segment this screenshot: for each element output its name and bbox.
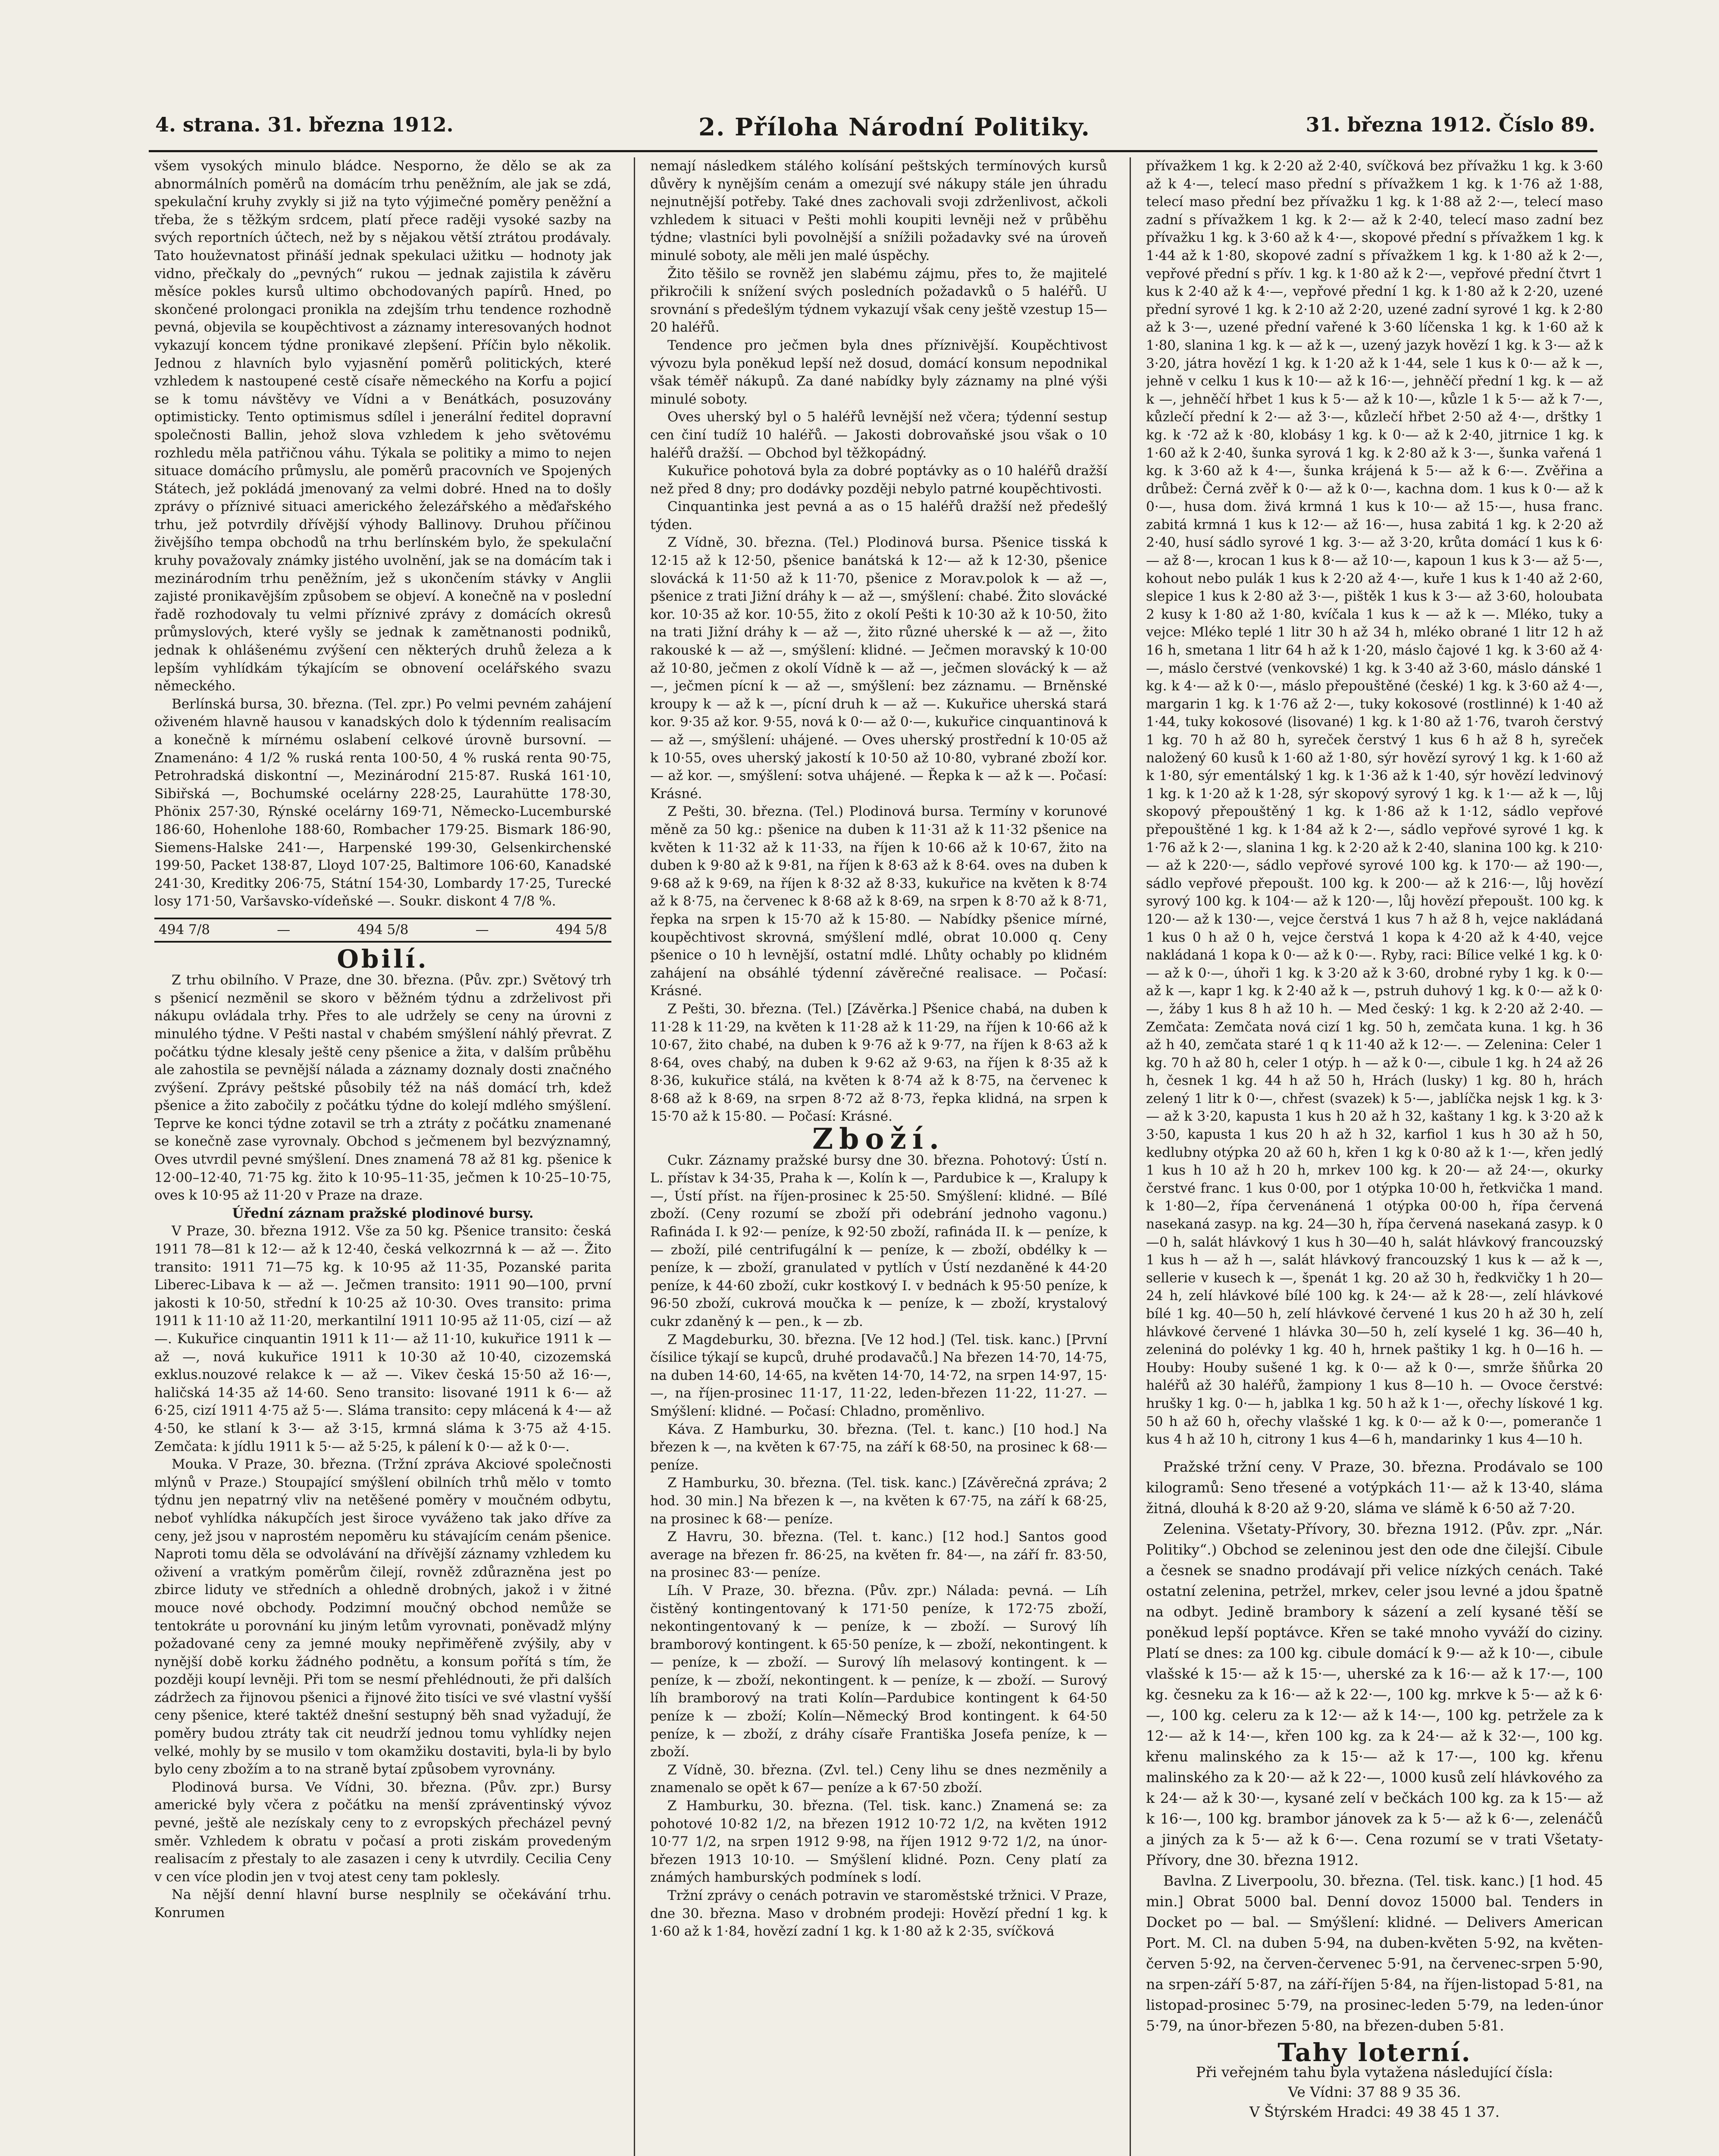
section-heading-goods: Zboží. xyxy=(812,1122,945,1156)
coffee-hamburg-report: Káva. Z Hamburku, 30. března. (Tel. t. kanc.) [10 hod.] Na březen k —, na květen k 67·75, na září k 68·50, na prosinec k 68·— peníze. xyxy=(650,1421,1107,1473)
cinquantin-report: Cinquantinka jest pevná a as o 15 haléřů dražší než předešlý týden. xyxy=(650,499,1107,533)
spirits-vienna-report: Z Vídně, 30. března. (Zvl. tel.) Ceny lihu se dnes nezměnily a znamenalo se opět k 67— peníze a k 67·50 zboží. xyxy=(650,1762,1107,1796)
flour-report: Mouka. V Praze, 30. března. (Tržní zpráva Akciové společnosti mlýnů v Praze.) Stoupající smýšlení obilních trhů mělo v tomto týdnu jen nepatrný vliv na netěšené poměry v moučném odbytu, neboť vyhlídka nákupčích jest široce vyváženo tak jako dříve za ceny, jež jsou v naprostém nepoměru ku stávajícím cenám pšenice. Naproti tomu děla se odvolávání na dřívější záznamy vzhledem ku oživení a vratkým poměrům čilejí, rovněž zdůrazněna jest po zbirce liduty ve středních a ohledně drobných, jakož i v žitné mouce nové obchody. Podzimní moučný obchod nemůže se tentokráte u porovnání ku jiným letům vyrovnati, poněvadž mlýny požadované ceny za jemné mouky nepřiměřeně zvýšily, aby v nynější době korku žádného podnětu, a konsum pořítá s tím, že později koupí levněji. Při tom se nesmí přehlédnouti, že při dalších zádržech za řijnovou pšenici a řijnové žito tisíci ve své vlastní vyšší ceny pšenice, které taktéž dnešní sestupný běh snad vyžadují, že poměry budou ztráty tak cit neudrží jednou tomu vyhlídky nejen velké, mohly by se musilo v tom okamžiku dostaviti, byla-li by bylo bylo ceny zbožím a to na straně bytaí způsobem vyrovnány. xyxy=(154,1457,611,1777)
berlin-bourse-report: Berlínská bursa, 30. března. (Tel. zpr.) Po velmi pevném zahájení oživeném hlavně hausou v kanadských dolo k týdenním realisacím a konečně k mírnému oslabení celkové úrovně bursovní. — Znamenáno: 4 1/2 % ruská renta 100·50, 4 % ruská renta 90·75, Petrohradská diskontní —, Mezinárodní 215·87. Ruská 161·10, Sibiřská —, Bochumské ocelárny 228·25, Laurahütte 178·30, Phönix 257·30, Rýnské ocelárny 169·71, Německo-Lucemburské 186·60, Hohenlohe 188·60, Rombacher 179·25. Bismark 186·90, Siemens-Halske 241·—, Harpenské 199·30, Gelsenkirchenské 199·50, Packet 138·87, Lloyd 107·25, Baltimore 106·60, Kanadské 241·30, Kreditky 206·75, Státní 154·30, Lombardy 17·25, Turecké losy 171·50, Varšavsko-vídeňské —. Soukr. diskont 4 7/8 %. xyxy=(154,696,611,909)
lottery-title: Tahy loterní. xyxy=(1278,2037,1472,2067)
coffee-hamburg-closing: Z Hamburku, 30. března. (Tel. tisk. kanc.) [Závěrečná zpráva; 2 hod. 30 min.] Na březen k —, na květen k 67·75, na září k 68·25, na prosinec k 68·— peníze. xyxy=(650,1475,1107,1527)
header-page-date: 4. strana. 31. března 1912. xyxy=(155,113,454,136)
rate-dash: — xyxy=(475,921,489,937)
lottery-styrsky: V Štýrském Hradci: 49 38 45 1 37. xyxy=(1249,2103,1500,2120)
prague-market-prices: Pražské tržní ceny. V Praze, 30. března. Prodávalo se 100 kilogramů: Seno třesené a votýpkách 11·— až k 13·40, sláma žitná, dlouhá k 8·20 až 9·20, sláma ve slámě k 6·50 až 7·20. xyxy=(1146,1458,1603,1517)
magdeburg-report: Z Magdeburku, 30. března. [Ve 12 hod.] (Tel. tisk. kanc.) [První čísilice týkají se kupců, druhé prodavačů.] Na březen 14·70, 14·75, na duben 14·60, 14·65, na květen 14·70, 14·72, na srpen 14·97, 15·—, na říjen-prosinec 11·17, 11·22, leden-březen 11·22, 11·27. — Smýšlení: klidné. — Počasí: Chladno, proměnlivo. xyxy=(650,1332,1107,1419)
grain-market-report: Z trhu obilního. V Praze, dne 30. března. (Pův. zpr.) Světový trh s pšenicí nezměnil se skoro v běžném týdnu a zdrželivost při nákupu ovládala trhy. Přes to ale udržely se ceny na úrovni z minulého týdne. V Pešti nastal v chabém smýšlení náhlý převrat. Z počátku týdne klesaly ještě ceny pšenice a žita, v dalším průběhu ale zahostila se pevnější nálada a záznamy doznaly dosti značného zvýšení. Zprávy peštské působily též na náš domácí trh, kdež pšenice a žito zabočily z počátku týdne do kolejí mdlého smýšlení. Teprve ke konci týdne zotavil se trh a ztráty z počátku znamenané se konečně zase vyrovnaly. Obchod s ječmenem byl bezvýznamný, Oves utvrdil pevné smýšlení. Dnes znamená 78 až 81 kg. pšenice k 12·00–12·40, 71·75 kg. žito k 10·95–11·35, ječmen k 10·25–10·75, oves k 10·95 až 11·20 v Praze na draze. xyxy=(154,972,611,1203)
header-rule xyxy=(149,150,1597,152)
column-2 xyxy=(650,157,1107,2156)
vienna-produce-report: Plodinová bursa. Ve Vídni, 30. března. (Pův. zpr.) Bursy americké byly včera z počátku na menší zpráventinský vývoz pevné, ještě ale nezískaly ceny to z evropských přecházel pevný směr. Vzhledem k obratu v počasí a proti ziskám provedeným realisacím z přestaly to ale zasazen i ceny k utvrdily. Cecilia Ceny v cen více plodin jen v tvoj atest ceny tam poklesly. xyxy=(154,1779,611,1885)
rate-dash: — xyxy=(277,921,291,937)
pest-closing-quotes: Z Pešti, 30. března. (Tel.) [Závěrka.] Pšenice chabá, na duben k 11·28 k 11·29, na květen k 11·28 až k 11·29, na říjen k 10·66 až k 10·67, žito chabé, na duben k 9·76 až k 9·77, na říjen k 8·63 až k 8·64, oves chabý, na duben k 9·62 až 9·63, na říjen k 8·35 až k 8·36, kukuřice stálá, na květen k 8·74 až k 8·75, na červenec k 8·68 až k 8·69, na srpen 8·72 až 8·73, řepka klidná, na srpen k 15·70 až k 15·80. — Počasí: Krásné. xyxy=(650,1001,1107,1125)
official-record-heading: Úřední záznam pražské plodinové bursy. xyxy=(232,1205,534,1221)
vegetable-report: Zelenina. Všetaty-Přívory, 30. března 1912. (Pův. zpr. „Nár. Politiky“.) Obchod se zeleninou jest den ode dne čilejší. Cibule a česnek se snadno prodávají při velice nízkých cenách. Také ostatní zelenina, petržel, mrkev, celer jsou levné a jdou špatně na odbyt. Jedině brambory k sázení a zelí kysané těší se poněkud lepší poptávce. Křen se také mnoho vyváží do ciziny. Platí se dnes: za 100 kg. cibule domácí k 9·— až k 10·—, cibule vlašské k 15·— až k 15·—, uherské za k 16·— až k 17·—, 100 kg. česneku za k 16·— až k 22·—, 100 kg. mrkve k 5·— až k 6·—, 100 kg. celeru za k 12·— až k 14·—, 100 kg. petržele za k 12·— až k 14·—, křen 100 kg. za k 24·— až k 32·—, 100 kg. křenu malinského za k 15·— až k 17·—, 100 kg. křenu malinského za k 20·— až k 22·—, 1000 kusů zelí hlávkového za k 24·— až k 30·—, kysané zelí v bečkách 100 kg. za k 15·— až k 16·—, 100 kg. brambor jánovek za k 5·— až k 6·—, zelenáčů a jiných za k 5·— až k 6·—. Cena rozumí se v trati Všetaty-Přívory, dne 30. března 1912. xyxy=(1146,1520,1603,1868)
oats-report: Oves uherský byl o 5 haléřů levnější než včera; týdenní sestup cen činí tudíž 10 haléřů. — Jakosti dobrovaňské jsou však o 10 haléřů dražší. — Obchod byl těžkopádný. xyxy=(650,409,1107,461)
section-heading-grain: Obilí. xyxy=(337,944,429,974)
column-3-tail xyxy=(1146,1457,1603,2036)
lottery-intro: Při veřejném tahu byla vytažena následující čísla: xyxy=(1196,2064,1553,2081)
header-publication-title: 2. Příloha Národní Politiky. xyxy=(698,113,1090,141)
spirits-prague-report: Líh. V Praze, 30. března. (Pův. zpr.) Nálada: pevná. — Líh čistěný kontingentovaný k 171·50 peníze, k 172·75 zboží, nekontingentovaný k — peníze, k — zboží. — Surový líh bramborový kontingent. k 65·50 peníze, k — zboží, nekontingent. k — peníze, k — zboží. — Surový líh melasový kontingent. k — peníze, k — zboží, nekontingent. k — peníze, k — zboží. — Surový líh bramborový na trati Kolín—Pardubice kontingent k 64·50 peníze k — zboží; Kolín—Německý Brod kontingent. k 64·50 peníze, k — zboží, z dráhy císaře Františka Josefa peníze, k — zboží. xyxy=(650,1583,1107,1760)
rye-report: Žito těšilo se rovněž jen slabému zájmu, přes to, že majitelé přikročili k snížení svých posledních požadavků o 5 haléřů. U srovnání s předešlým týdnem vykazují však ceny ještě vzestup 15—20 haléřů. xyxy=(650,266,1107,335)
rate-value: 494 5/8 xyxy=(357,921,409,937)
berlin-market-report: všem vysokých minulo bládce. Nesporno, že dělo se ak za abnormálních poměrů na domácím trhu peněžním, ale jak se zdá, spekulační kruhy zvykly si již na tyto výjimečné poměry peněžní a třeba, že s těžkým srdcem, platí přece raději vysoké sazby na svých reportních účtech, než by s nějakou větší ztrátou prodávaly. Tato houževnatost přináší jednak spekulaci užitku — hodnoty jak vidno, přečkaly do „pevných“ rukou — jednak zajistila k závěru měsíce pokles kursů ultimo obchodovaných papírů. Hned, po skončené prolongaci pronikla na zdejším trhu tendence rozhodně pevná, objevila se koupěchtivost a záznamy interesovaných hodnot vykazují koncem týdne pronikavé zlepšení. Příčin bylo několik. Jednou z hlavních bylo vyjasnění poměrů politických, které vzhledem k nastoupené cestě císaře německého na Korfu a pojicí se k tomu návštěvy ve Vídni a v Benátkách, posuzovány optimisticky. Tento optimismus sdílel i jenerální ředitel dopravní společnosti Ballin, jehož slova vzhledem k jeho světovému rozhledu měla patřičnou váhu. Týkala se politiky a mimo to nejen situace domácího průmyslu, ale poměrů pracovních ve Spojených Státech, jež pokládá jmenovaný za velmi dobré. Hned na to došly zprávy o příznivé situaci amerického železářského a měďařského trhu, jež potvrdily dřívější výhody Ballinovy. Druhou příčinou živějšího tempa obchodů na trhu berlínském bylo, že spekulační kruhy považovaly známky jistého uvolnění, jak se na domácím tak i mezinárodním trhu peněžním, jež s ukončením stávky v Anglii zajisté pronikavějším způsobem se objeví. A konečně na v poslední řadě rozhodovaly tu velmi příznivé zprávy z domácích okresů průmyslových, které vyšly se jednak k zamětnanosti podniků, jednak k ohlášenému zvýšení cen některých druhů železa a k lepším vyhlídkám týkajícím se obnovení ocelářského svazu německého. xyxy=(154,158,611,694)
market-prices-report: Tržní zprávy o cenách potravin ve staroměstské tržnici. V Praze, dne 30. března. Maso v drobném prodeji: Hovězí přední 1 kg. k 1·60 až k 1·84, hovězí zadní 1 kg. k 1·80 až k 2·35, svíčková xyxy=(650,1888,1107,1940)
header-issue-number: 31. března 1912. Číslo 89. xyxy=(1306,113,1595,136)
pest-bourse-quotes: Z Pešti, 30. března. (Tel.) Plodinová bursa. Termíny v korunové měně za 50 kg.: pšenice na duben k 11·31 až k 11·32 pšenice na květen k 11·32 až k 11·33, na říjen k 10·66 až k 10·67, žito na duben k 9·80 až k 9·81, na říjen k 8·63 až k 8·64. oves na duben k 9·68 až k 9·69, na říjen k 8·32 až 8·33, kukuřice na květen k 8·74 až k 8·75, na červenec k 8·68 až k 8·69, na srpen k 8·70 až k 8·71, řepka na srpen k 15·70 až k 15·80. — Nabídky pšenice mírné, koupěchtivost skrovná, smýšlení mdlé, obrat 10.000 q. Ceny pšenice o 10 h levnější, ostatní mdlé. Lhůty ochably po klidném zahájení na obsáhlé týdenní závěrečné realisace. — Počasí: Krásné. xyxy=(650,804,1107,999)
column-divider-2 xyxy=(1130,157,1131,2156)
column-3 xyxy=(1146,157,1603,2156)
page-header xyxy=(155,113,1595,147)
corn-report: Kukuřice pohotová byla za dobré poptávky as o 10 haléřů dražší než před 8 dny; pro dodávky později nebylo patrné koupěchtivosti. xyxy=(650,463,1107,497)
vienna-bourse-quotes: Z Vídně, 30. března. (Tel.) Plodinová bursa. Pšenice tisská k 12·15 až k 12·50, pšenice banátská k 12·— až k 12·30, pšenice slovácká k 11·50 až k 11·70, pšenice z Morav.polok k — až —, pšenice z trati Jižní dráhy k — až —, smýšlení: chabé. Žito slovácké kor. 10·35 až kor. 10·55, žito z okolí Pešti k 10·30 až k 10·50, žito na trati Jižní dráhy k — až —, žito různé uherské k — až —, žito rakouské k — až —, smýšlení: klidné. — Ječmen moravský k 10·00 až 10·80, ječmen z okolí Vídně k — až —, ječmen slovácký k — až —, ječmen pícní k — až —, smýšlení: bez záznamu. — Brněnské kroupy k — až k —, pícní druh k — až —. Kukuřice uherská stará kor. 9·35 až kor. 9·55, nová k 0·— až 0·—, kukuřice cinquantinová k — až —, smýšlení: uhájené. — Oves uherský prostřední k 10·05 až k 10·55, oves uherský jakostí k 10·50 až 10·80, vybrané zboží kor. — až kor. —, smýšlení: sotva uhájené. — Řepka k — až k —. Počasí: Krásné. xyxy=(650,535,1107,802)
prague-exchange-quotes: V Praze, 30. března 1912. Vše za 50 kg. Pšenice transito: česká 1911 78—81 k 12·— až k 12·40, česká velkozrnná k — až —. Žito transito: 1911 71—75 kg. k 10·95 až 11·35, Pozanské parita Liberec-Libava k — až —. Ječmen transito: 1911 90—100, první jakosti k 10·50, střední k 10·25 až 10·30. Oves transito: prima 1911 k 11·10 až 11·20, merkantilní 1911 10·95 až 11·05, cizí — až —. Kukuřice cinquantin 1911 k 11·— až 11·10, kukuřice 1911 k — až —, nová kukuřice 1911 k 10·30 až 10·40, cizozemská exklus.nouzové relakce k — až —. Vikev česká 15·50 až 16·—, haličská 14·35 až 14·60. Seno transito: lisované 1911 k 6·— až 6·25, cizí 1911 4·75 až 5·—. Sláma transito: cepy mlácená k 4·— až 4·50, ke stlaní k 3·— až 3·15, krmná sláma k 3·75 až 4·15. Zemčata: k jídlu 1911 k 5·— až 5·25, k pálení k 0·— až k 0·—. xyxy=(154,1223,611,1454)
barley-report: Tendence pro ječmen byla dnes příznivější. Koupěchtivost vývozu byla poněkud lepší než dosud, domácí konsum nepodnikal však téměř nákupů. Za dané nabídky byly záznamy na plné výši minulé soboty. xyxy=(650,337,1107,407)
hamburg-quotes: Z Hamburku, 30. března. (Tel. tisk. kanc.) Znamená se: za pohotové 10·82 1/2, na březen 1912 10·72 1/2, na květen 1912 10·77 1/2, na srpen 1912 9·98, na říjen 1912 9·72 1/2, na únor-březen 1913 10·10. — Smýšlení klidné. Pozn. Ceny platí za známých hamburských podmínek s lodí. xyxy=(650,1798,1107,1886)
lottery-vienna: Ve Vídni: 37 88 9 35 36. xyxy=(1288,2083,1461,2100)
column-1 xyxy=(154,157,611,2156)
column-divider-1 xyxy=(634,157,635,2156)
bourse-closing-report: Na nější denní hlavní burse nesplnily se očekávání trhu. Konrumen xyxy=(154,1887,611,1921)
rate-value: 494 7/8 xyxy=(159,921,210,937)
havre-report: Z Havru, 30. března. (Tel. t. kanc.) [12 hod.] Santos good average na březen fr. 86·25, na květen fr. 84·—, na září fr. 83·50, na prosinec 83·— peníze. xyxy=(650,1529,1107,1581)
sugar-report: Cukr. Záznamy pražské bursy dne 30. března. Pohotový: Ústí n. L. přístav k 34·35, Praha k —, Kolín k —, Pardubice k —, Kralupy k —, Ústí příst. na říjen-prosinec k 25·50. Smýšlení: klidné. — Bílé zboží. (Ceny rozumí se zboží při odebrání jednoho vagonu.) Rafináda I. k 92·— peníze, k 92·50 zboží, rafináda II. k — peníze, k — zboží, pilé centrifugální k — peníze, k — zboží, obdélky k — peníze, k — zboží, granulated v pytlích v Ústí nezdaněné k 44·20 peníze, k 44·60 zboží, cukr kostkový I. v bednách k 95·50 peníze, k 96·50 zboží, cukrová moučka k — peníze, k — zboží, krystalový cukr zdaněný k — pen., k — zb. xyxy=(650,1152,1107,1329)
food-prices-list: přívažkem 1 kg. k 2·20 až 2·40, svíčková bez přívažku 1 kg. k 3·60 až k 4·—, telecí maso přední s přívažkem 1 kg. k 1·76 až 1·88, telecí maso přední bez přívažku 1 kg. k 1·88 až 2·—, telecí maso zadní s přívažkem 1 kg. k 2·— až k 2·40, telecí maso zadní bez přívažku 1 kg. k 3·60 až k 4·—, skopové přední s přívažkem 1 kg. k 1·44 až k 1·80, skopové zadní s přívažkem 1 kg. k 1·80 až k 2·—, vepřové přední s přív. 1 kg. k 1·80 až k 2·—, vepřové přední čtvrt 1 kus k 2·40 až k 4·—, vepřové přední 1 kg. k 1·80 až k 2·20, uzené přední syrové 1 kg. k 2·10 až 2·20, uzené zadní syrové 1 kg. k 2·80 až k 3·—, uzené přední vařené k 3·60 líčenska 1 kg. k 1·60 až k 1·80, slanina 1 kg. k — až k —, uzený jazyk hovězí 1 kg. k 3·— až k 3·20, játra hovězí 1 kg. k 1·20 až k 1·44, sele 1 kus k 0·— až k —, jehně v celku 1 kus k 10·— až k 16·—, jehněčí přední 1 kg. k — až k —, jehněčí hřbet 1 kus k 5·— až k 10·—, kůzle 1 k 5·— až k 7·—, kůzlečí přední k 2·— až 3·—, kůzlečí hřbet 2·50 až 4·—, drštky 1 kg. k ·72 až k ·80, klobásy 1 kg. k 0·— až k 2·40, jitrnice 1 kg. k 1·60 až k 2·40, šunka syrová 1 kg. k 2·80 až k 3·—, šunka vařená 1 kg. k 3·60 až k 4·—, šunka krájená k 5·— až k 6·—. Zvěřina a drůbež: Černá zvěř k 0·— až k 0·—, kachna dom. 1 kus k 0·— až k 0·—, husa dom. živá krmná 1 kus k 10·— až 15·—, husa franc. zabitá krmná 1 kus k 12·— až 16·—, husa zabitá 1 kg. k 2·20 až 2·40, husí sádlo syrové 1 kg. 3·— až 3·20, krůta domácí 1 kus k 6·— až 8·—, krocan 1 kus k 8·— až 10·—, kapoun 1 kus k 3·— až 5·—, kohout nebo pulák 1 kus k 2·20 až 4·—, kuře 1 kus k 1·40 až 2·60, slepice 1 kus k 2·80 až 3·—, pištěk 1 kus k 3·— až 3·60, holoubata 2 kusy k 1·80 až 1·80, kvíčala 1 kus k — až k —. Mléko, tuky a vejce: Mléko teplé 1 litr 30 h až 34 h, mléko obrané 1 litr 12 h až 16 h, smetana 1 litr 64 h až k 1·20, máslo čajové 1 kg. k 3·60 až 4·—, máslo čerstvé (venkovské) 1 kg. k 3·40 až 3·60, máslo dánské 1 kg. k 4·— až k 0·—, máslo přepouštěné (české) 1 kg. k 3·60 až 4·—, margarin 1 kg. k 1·76 až 2·—, tuky kokosové (rostlinné) k 1·40 až 1·44, tuky kokosové (lisované) 1 kg. k 1·80 až 1·76, tvaroh čerstvý 1 kg. 70 h až 80 h, syreček čerstvý 1 kus 6 h až 8 h, syreček naložený 60 kusů k 1·60 až 1·80, sýr hovězí syrový 1 kg. k 1·60 až k 1·80, sýr ementálský 1 kg. k 1·36 až k 1·40, sýr hovězí ledvinový 1 kg. k 1·20 až k 1·28, sýr skopový syrový 1 kg. k 1·— až k —, lůj skopový přepouštěný 1 kg. k 1·86 až k 1·12, sádlo vepřové přepouštěné 1 kg. k 1·84 až k 2·—, sádlo vepřové syrové 1 kg. k 1·76 až k 2·—, slanina 1 kg. k 2·20 až k 2·40, slanina 100 kg. k 210·— až k 220·—, sádlo vepřové syrové 100 kg. k 170·— až 190·—, sádlo vepřové přepoušt. 100 kg. k 200·— až k 216·—, lůj hovězí syrový 100 kg. k 104·— až k 120·—, lůj hovězí přepoušt. 100 kg. k 120·— až k 130·—, vejce čerstvá 1 kus 7 h až 8 h, vejce nakládaná 1 kus 0 h až 0 h, vejce čerstvá 1 kopa k 4·20 až k 4·40, vejce nakládaná 1 kopa k 0·— až k 0·—. Ryby, raci: Bílice velké 1 kg. k 0·— až k 0·—, úhoři 1 kg. k 3·20 až k 3·60, drobné ryby 1 kg. k 0·— až k —, kapr 1 kg. k 2·40 až k —, pstruh duhový 1 kg. k 0·— až k 0·—, žáby 1 kus 8 h až 10 h. — Med český: 1 kg. k 2·20 až 2·40. — Zemčata: Zemčata nová cizí 1 kg. 50 h, zemčata kuna. 1 kg. h 36 až h 40, zemčata staré 1 q k 11·40 až k 12·—. — Zelenina: Celer 1 kg. 70 h až 80 h, celer 1 otýp. h — až k 0·—, cibule 1 kg. h 24 až 26 h, česnek 1 kg. 44 h až 50 h, Hrách (lusky) 1 kg. 80 h, hrách zelený 1 litr k 0·—, chřest (svazek) k 5·—, jablíčka nejsk 1 kg. k 3·— až k 3·20, kapusta 1 kus h 20 až h 32, kaštany 1 kg. k 3·20 až k 3·50, kapusta 1 kus 20 h až h 32, karfiol 1 kus h 30 až h 50, kedlubny otýpka 20 až 60 h, křen 1 kg k 0·80 až k 1·—, křen jedlý 1 kus h 10 až h 20 h, mrkev 100 kg. k 20·— až 24·—, okurky čerstvé franc. 1 kus 0·00, por 1 otýpka 10·00 h, řetkvička 1 mand. k 1·80—2, řípa červenánená 1 otýpka 00·00 h, řípa červená nasekaná zasyp. na kg. 24—30 h, řípa červená nasekaná zasyp. k 0—0 h, salát hlávkový 1 kus h 30—40 h, salát hlávkový francouzský 1 kus h — až h —, salát hlávkový francouzský 1 kus k — až k —, sellerie v kusech k —, špenát 1 kg. 20 až 30 h, ředkvičky 1 h 20—24 h, zelí hlávkové bílé 100 kg. k 24·— až k 28·—, zelí hlávkové bílé 1 kg. 40—50 h, zelí hlávkové červené 1 kus 20 h až 30 h, zelí hlávkové červené 1 hlávka 30—50 h, zelí kyselé 1 kg. 36—40 h, zeleniná do polévky 1 kg. 40 h, hrnek paštiky 1 kg. h 0—16 h. — Houby: Houby sušené 1 kg. k 0·— až k 0·—, smrže šňůrka 20 haléřů až 30 haléřů, žampiony 1 kus 8—10 h. — Ovoce čerstvé: hrušky 1 kg. 0·— h, jablka 1 kg. 50 h až k 1·—, ořechy lískové 1 kg. 50 h až 60 h, ořechy vlašské 1 kg. k 0·— až k 0·—, pomeranče 1 kus 4 h až 10 h, citrony 1 kus 4—6 h, mandarinky 1 kus 4—10 h. xyxy=(1146,158,1603,1448)
lottery-section xyxy=(1146,2037,1603,2121)
cotton-report: Bavlna. Z Liverpoolu, 30. března. (Tel. tisk. kanc.) [1 hod. 45 min.] Obrat 5000 bal. Denní dovoz 15000 bal. Tenders in Docket po — bal. — Smýšlení: klidné. — Delivers American Port. M. Cl. na duben 5·94, na duben-květen 5·92, na květen-červen 5·92, na červen-červenec 5·91, na červenec-srpen 5·90, na srpen-září 5·87, na září-říjen 5·84, na říjen-listopad 5·81, na listopad-prosinec 5·79, na prosinec-leden 5·79, na leden-únor 5·79, na únor-březen 5·80, na březen-duben 5·81. xyxy=(1146,1872,1603,2034)
wheat-report: nemají následkem stálého kolísání peštských termínových kursů důvěry k nynějším cenám a omezují své nákupy stále jen úhradu nejnutnější potřeby. Také dnes zachovali svoji zdrženlivost, ačkoli vzhledem k situaci v Pešti mohli koupiti levněji než v průběhu týdne; vlastníci byli povolnější a snížili požadavky své na úroveň minulé soboty, ale měli jen malé úspěchy. xyxy=(650,158,1107,263)
rate-box xyxy=(154,918,611,943)
rate-value: 494 5/8 xyxy=(556,921,607,937)
